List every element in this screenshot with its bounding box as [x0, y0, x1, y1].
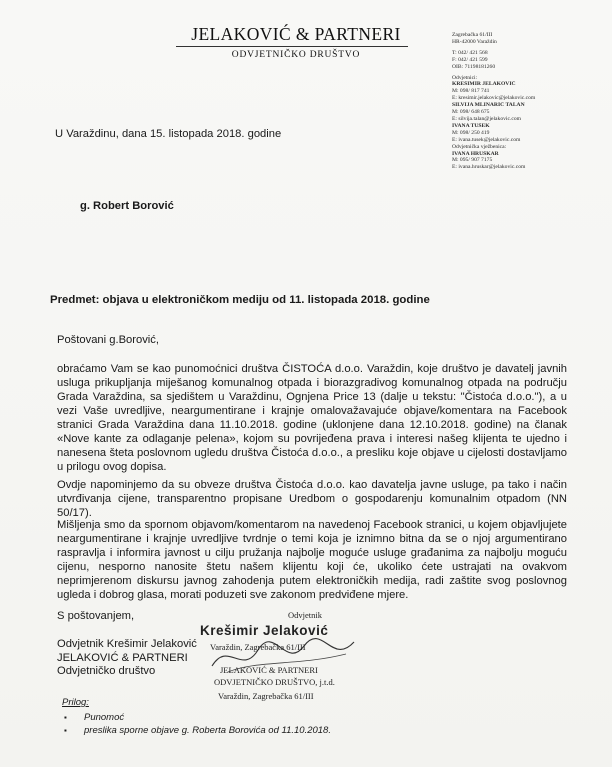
- contact-lawyer-3-mobile: M: 098/ 250 419: [452, 129, 490, 136]
- greeting: Poštovani g.Borović,: [57, 334, 159, 346]
- contact-block: [452, 32, 602, 171]
- lawyer-stamp: [196, 610, 372, 720]
- contact-lawyer-3-name: IVANA TUŠEK: [452, 122, 490, 129]
- stamp-firm-line-1: JELAKOVIĆ & PARTNERI: [220, 665, 318, 675]
- signer-line-1: Odvjetnik Krešimir Jelaković: [57, 638, 197, 650]
- contact-lawyer-1-email: E: kresimir.jelakovic@jelakovic.com: [452, 95, 536, 102]
- list-item: ▪ preslika sporne objave g. Roberta Borovića od 11.10.2018.: [64, 724, 331, 737]
- contact-lawyer-1-mobile: M: 098/ 817 741: [452, 88, 490, 95]
- attachments-label: Prilog:: [62, 697, 89, 708]
- contact-fax: F: 042/ 421 599: [452, 56, 488, 63]
- stamp-firm-line-2: ODVJETNIČKO DRUŠTVO, j.t.d.: [214, 677, 335, 687]
- contact-lawyer-2-email: E: silvija.talan@jelakovic.com: [452, 115, 521, 122]
- list-item: ▪ Punomoć: [64, 711, 331, 724]
- contact-trainee-email: E: ivana.hruskar@jelakovic.com: [452, 164, 526, 171]
- contact-lawyers-label: Odvjetnici:: [452, 74, 478, 81]
- contact-trainee-mobile: M: 095/ 907 7175: [452, 157, 493, 164]
- contact-trainee-name: IVANA HRUŠKAR: [452, 150, 499, 157]
- contact-address-1: Zagrebačka 61/III: [452, 32, 493, 38]
- paragraph-2: Ovdje napominjemo da su obveze društva Čistoća d.o.o. kao davatelja javne usluge, pa tako i način utvrđivanja cijene, transparentno propisane Uredbom o gospodarenju komunalnim otpadom (NN 50/17).: [57, 479, 567, 519]
- contact-trainee-label: Odvjetnička vježbenica:: [452, 143, 507, 150]
- stamp-address: Varaždin, Zagrebačka 61/III: [210, 642, 306, 652]
- signer-line-3: Odvjetničko društvo: [57, 665, 156, 677]
- contact-lawyer-2-name: SILVIJA MLINARIĆ TALAN: [452, 102, 525, 109]
- signer-line-2: JELAKOVIĆ & PARTNERI: [57, 651, 188, 664]
- contact-lawyer-2-mobile: M: 098/ 648 675: [452, 109, 490, 116]
- signer-block: [57, 638, 197, 679]
- contact-phone: T: 042/ 421 568: [452, 49, 488, 56]
- subject-line: Predmet: objava u elektroničkom mediju od 11. listopada 2018. godine: [50, 294, 430, 306]
- closing: S poštovanjem,: [57, 610, 135, 622]
- stamp-name: Krešimir Jelaković: [200, 623, 329, 638]
- date-line: U Varaždinu, dana 15. listopada 2018. godine: [55, 128, 282, 140]
- paragraph-3: Mišljenja smo da spornom objavom/komentarom na navedenoj Facebook stranici, u kojem objavljujete neargumentirane i krajnje uvredljive tvrdnje o temi koja je iznimno bitna da se o njoj argumentirano raspravlja i informira javnost u cilju pružanja najbolje moguće usluge građanima za najbolju moguću cijenu, nesporno nanosite štetu našem klijentu koji će, ukoliko ćete ustrajati na ovakvom neprimjerenom diskursu javnog zahodenja putem elektroničkih medija, radi zaštite svog poslovnog ugleda i dobrog glasa, morati poduzeti sve zakonom predviđene mjere.: [57, 519, 567, 601]
- contact-address-2: HR-42000 Varaždin: [452, 38, 497, 45]
- recipient: g. Robert Borović: [80, 200, 174, 212]
- stamp-firm-line-3: Varaždin, Zagrebačka 61/III: [218, 691, 314, 701]
- paragraph-1: obraćamo Vam se kao punomoćnici društva ČISTOĆA d.o.o. Varaždin, koje društvo je davatelj javnih usluga prikupljanja miješanog komunalnog otpada i biorazgradivog komunalnog otpada na području Grada Varaždina, sa sjedištem u Varaždinu, Ognjena Price 13 (dalje u tekstu: "Čistoća d.o.o."), a u vezi Vaše uvredljive, neargumentirane i krajnje omalovažavajuće objave/komentara na Facebook stranici Grada Varaždina dana 11.10.2018. godine (uklonjene dana 12.10.2018. godine) na članak «Nove kante za odlaganje pelena», kojom su povrijeđena prava i interesi našeg klijenta te ujedno i nanesena šteta poslovnom ugledu društva Čistoća d.o.o., a presliku koje objave u cijelosti dostavljamo u prilogu ovog dopisa.: [57, 363, 567, 473]
- stamp-title: Odvjetnik: [288, 610, 322, 620]
- attachments-list: [64, 711, 331, 737]
- contact-oib: OIB: 71198181260: [452, 63, 496, 70]
- firm-subtitle: ODVJETNIČKO DRUŠTVO: [231, 50, 361, 60]
- contact-lawyer-1-name: KREŠIMIR JELAKOVIĆ: [452, 81, 516, 88]
- letterhead-divider: [176, 46, 408, 47]
- contact-lawyer-3-email: E: ivana.tusek@jelakovic.com: [452, 136, 521, 143]
- firm-name: JELAKOVIĆ & PARTNERI: [191, 24, 401, 44]
